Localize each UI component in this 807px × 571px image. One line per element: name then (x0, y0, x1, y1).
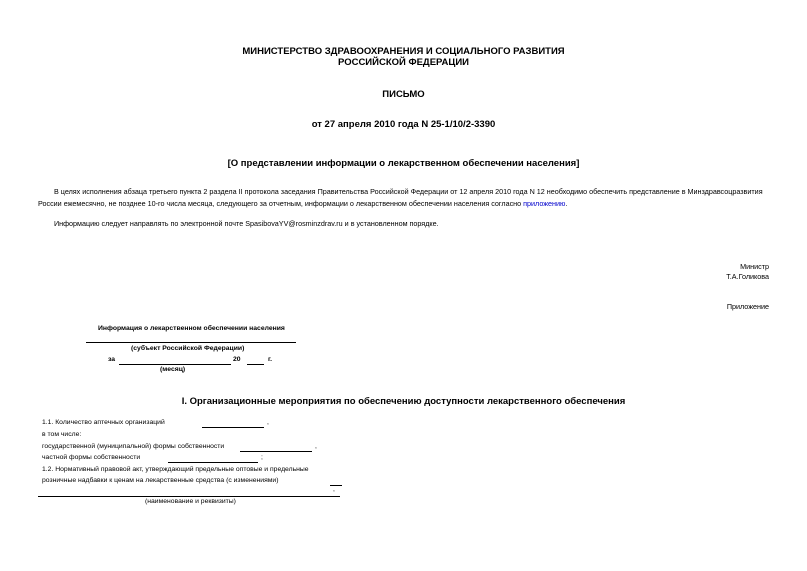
subject-blank-line (86, 342, 296, 343)
state-ownership-blank-line (240, 451, 312, 452)
item-1-2-blank-line (38, 496, 340, 497)
item-1-1-label: 1.1. Количество аптечных организаций (42, 419, 165, 426)
body-paragraph-1-end: . (565, 199, 568, 208)
item-1-1-comma: , (267, 419, 269, 426)
item-1-2-line1: 1.2. Нормативный правовой акт, утверждающий предельные оптовые и предельные (42, 466, 309, 473)
private-ownership-label: частной формы собственности (42, 454, 141, 461)
state-ownership-comma: , (315, 443, 317, 450)
private-ownership-semicolon: ; (261, 454, 263, 461)
body-paragraph-2: Информацию следует направлять по электронной почте SpasibovaYV@rosminzdrav.ru и в установленном порядке. (54, 219, 439, 228)
item-1-2-line2: розничные надбавки к ценам на лекарственные средства (с изменениями) (42, 477, 279, 484)
item-1-2-blank-short (330, 485, 342, 486)
state-ownership-label: государственной (муниципальной) формы собственности (42, 443, 225, 450)
item-1-1-blank-line (202, 427, 264, 428)
body-paragraph-1-text: В целях исполнения абзаца третьего пункта 2 раздела II протокола заседания Правительства Российской Федерации от 12 апреля 2010 года N 12 необходимо обеспечить представление в Минздравсоцразвития России ежемесячно, не позднее 10-го числа месяца, следующего за отчетным, информации о лекарственном обеспечении населения согласно (38, 187, 763, 208)
body-paragraph-1 (38, 186, 778, 210)
document-date-number: от 27 апреля 2010 года N 25-1/10/2-3390 (311, 119, 496, 130)
item-1-2-comma: , (333, 486, 335, 493)
document-type: ПИСЬМО (382, 89, 425, 100)
appendix-link[interactable]: приложению (523, 199, 566, 208)
year-suffix: г. (268, 356, 273, 363)
period-za: за (108, 356, 116, 363)
private-ownership-blank-line (168, 462, 258, 463)
document-subject: [О представлении информации о лекарственном обеспечении населения] (227, 158, 580, 169)
including-label: в том числе: (42, 431, 82, 438)
ministry-title-line2: РОССИЙСКОЙ ФЕДЕРАЦИИ (337, 57, 469, 68)
month-blank-line (119, 364, 231, 365)
section-title: I. Организационные мероприятия по обеспечению доступности лекарственного обеспечения (181, 396, 626, 407)
year-prefix: 20 (233, 356, 241, 363)
form-title: Информация о лекарственном обеспечении населения (98, 325, 285, 332)
subject-caption: (субъект Российской Федерации) (131, 345, 245, 352)
month-caption: (месяц) (160, 366, 186, 373)
signature-position: Министр (740, 262, 769, 271)
year-blank-line (247, 364, 264, 365)
ministry-title-line1: МИНИСТЕРСТВО ЗДРАВООХРАНЕНИЯ И СОЦИАЛЬНОГО РАЗВИТИЯ (242, 46, 565, 57)
name-caption: (наименование и реквизиты) (145, 498, 236, 505)
signature-name: Т.А.Голикова (726, 272, 769, 281)
appendix-label: Приложение (726, 302, 769, 311)
